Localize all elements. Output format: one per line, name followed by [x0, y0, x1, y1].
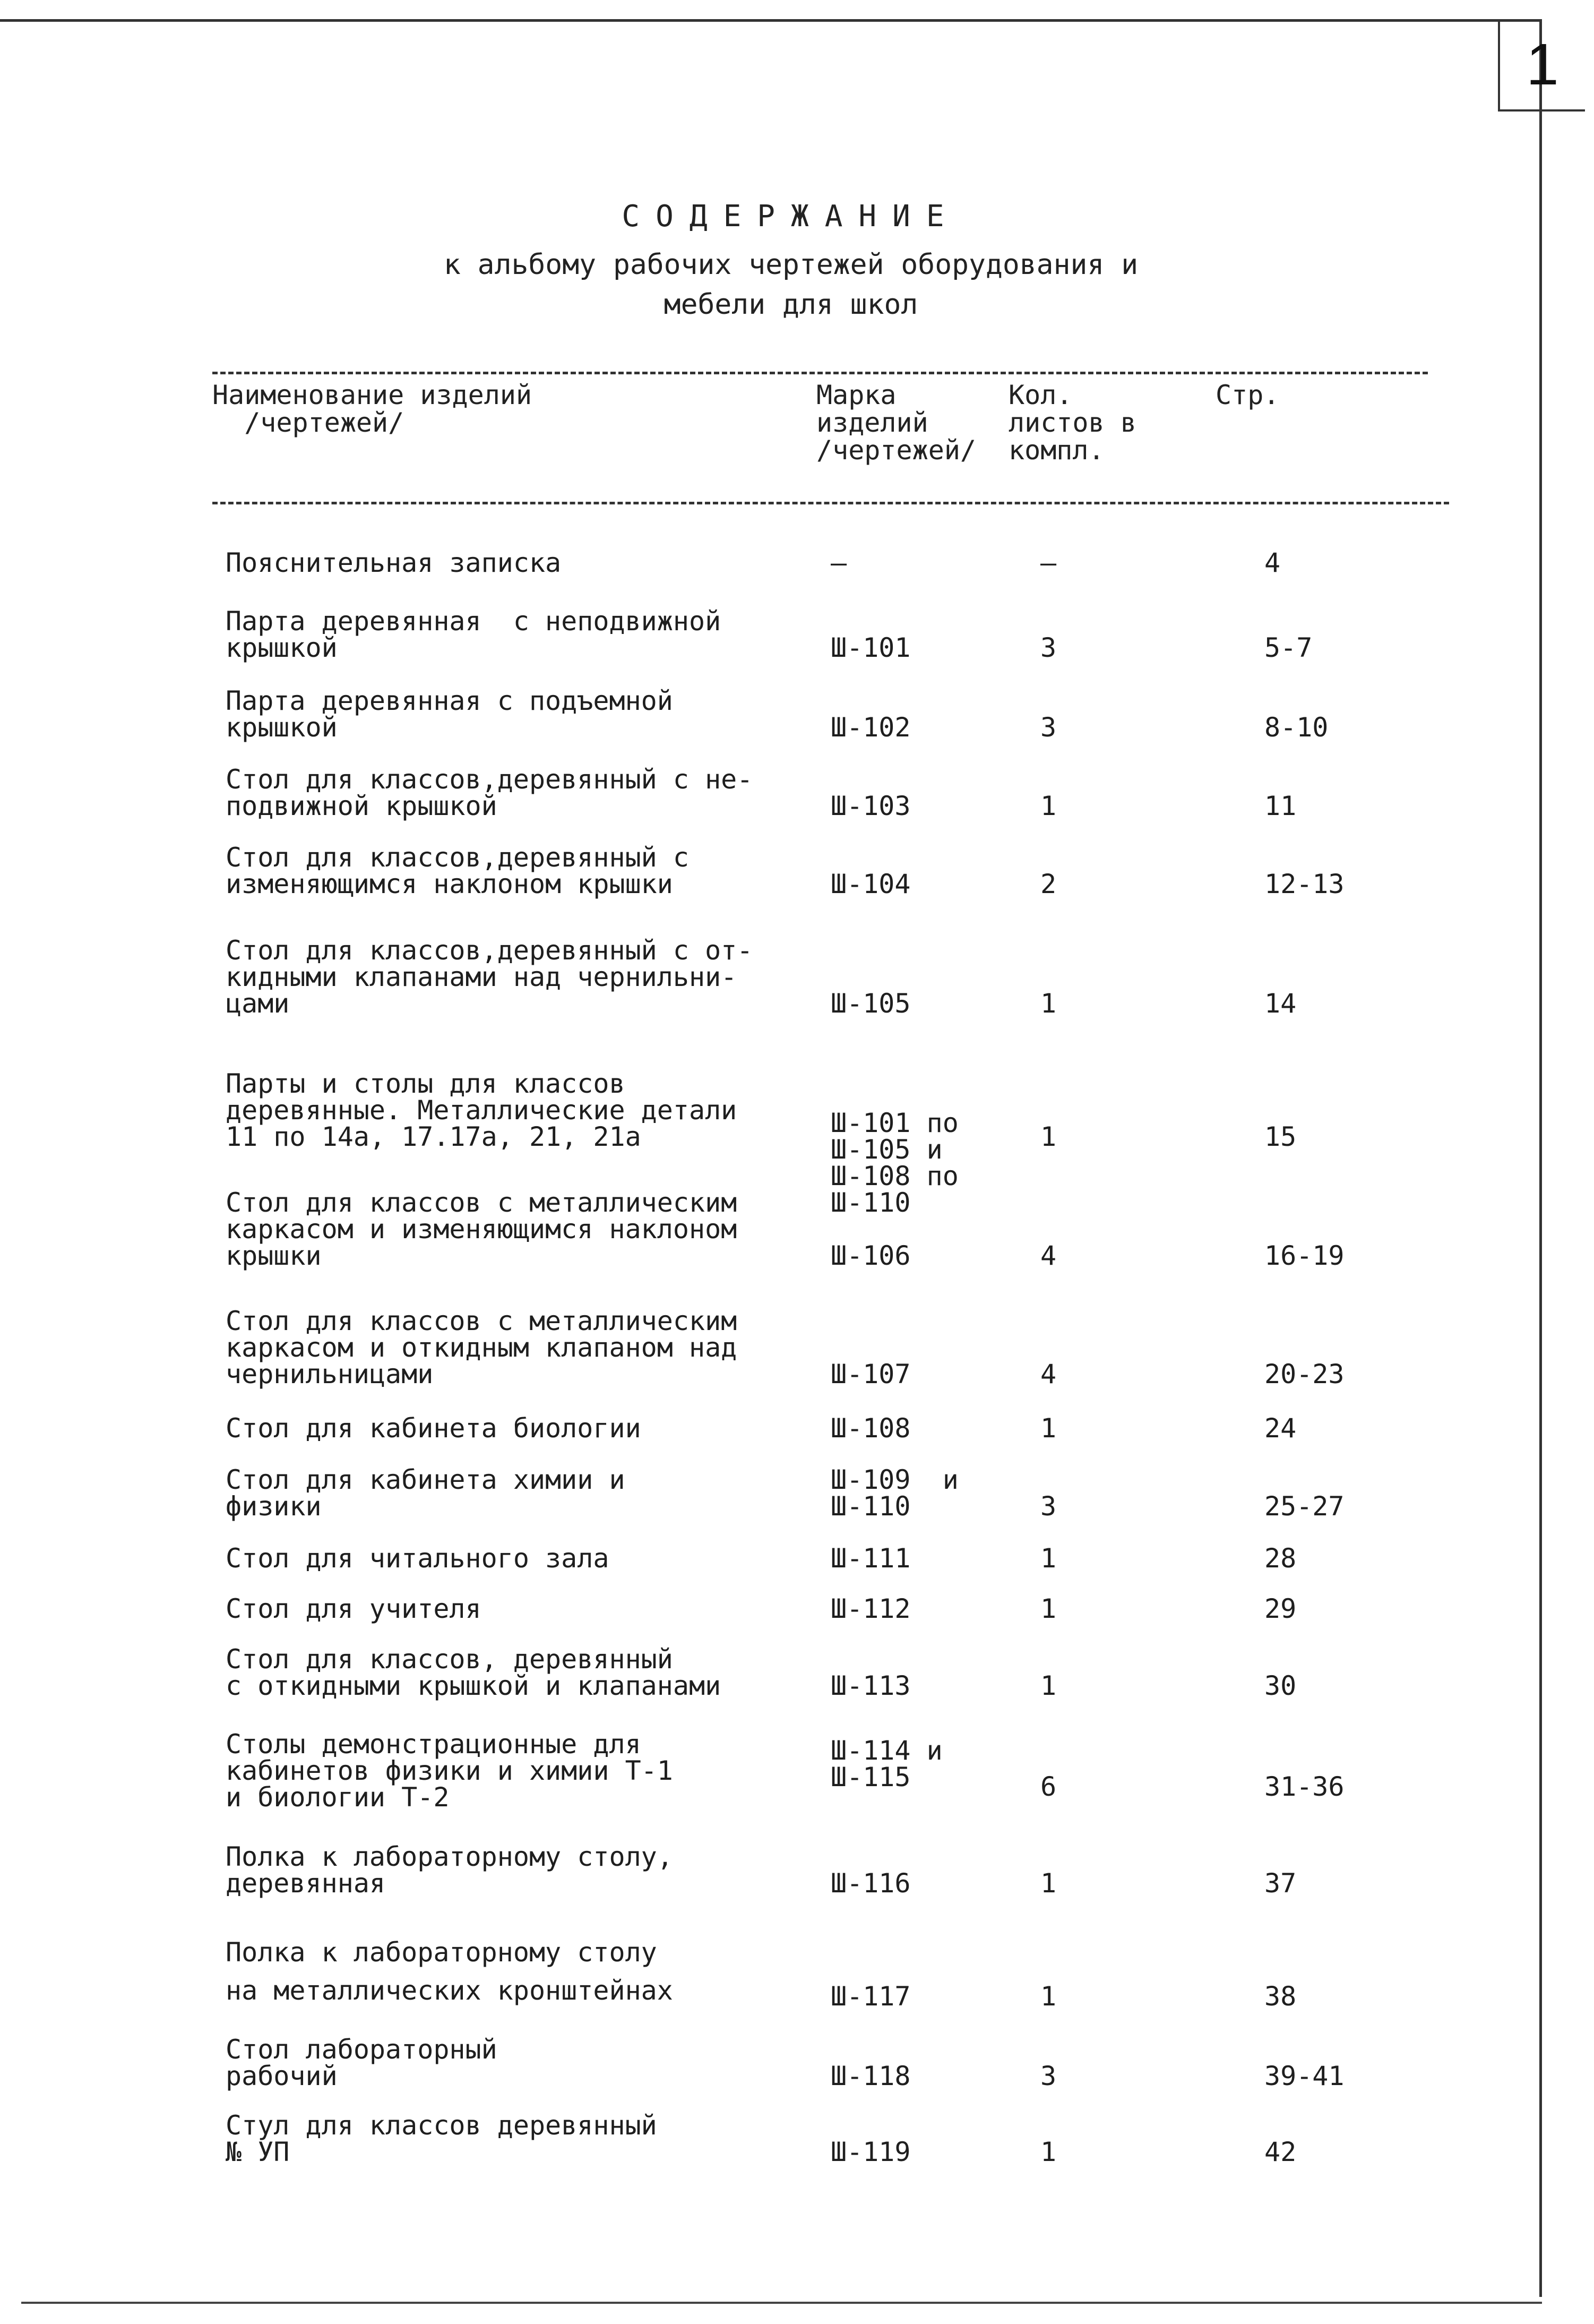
row-mark: Ш-114 и Ш-115 — [831, 1735, 943, 1793]
row-sheet-count: 2 — [1040, 869, 1057, 899]
row-page: 16-19 — [1264, 1240, 1345, 1271]
table-row — [0, 1593, 1582, 1624]
row-page: 25-27 — [1264, 1491, 1345, 1522]
row-sheet-count: 1 — [1040, 1868, 1057, 1899]
row-mark: Ш-104 — [831, 869, 911, 899]
row-mark: Ш-119 — [831, 2137, 911, 2167]
row-sheet-count: 1 — [1040, 791, 1057, 821]
row-page: 15 — [1264, 1121, 1297, 1152]
row-mark: Ш-111 — [831, 1543, 911, 1574]
row-name: Стол для классов с металлическим каркасом и откидным клапаном над чернильницами — [226, 1306, 737, 1390]
row-mark: Ш-106 — [831, 1240, 911, 1271]
row-name: Парты и столы для классов деревянные. Металлические детали 11 по 14а, 17.17а, 21, 21а — [226, 1068, 737, 1152]
row-name: Стол для классов с металлическим каркасом и изменяющимся наклоном крышки — [226, 1187, 737, 1271]
row-name: Парта деревянная с подъемной крышкой — [226, 685, 673, 743]
row-name: Столы демонстрационные для кабинетов физики и химии Т-1 и биологии Т-2 — [226, 1729, 673, 1813]
row-mark: Ш-118 — [831, 2061, 911, 2091]
row-page: 28 — [1264, 1543, 1297, 1574]
row-mark: Ш-105 — [831, 988, 911, 1019]
row-mark: Ш-107 — [831, 1359, 911, 1390]
row-mark: Ш-103 — [831, 791, 911, 821]
row-name: Пояснительная записка — [226, 547, 562, 578]
row-name: Стул для классов деревянный № УП — [226, 2110, 657, 2167]
row-name: Стол лабораторный рабочий — [226, 2034, 497, 2091]
table-row — [0, 1841, 1582, 1899]
row-name: Полка к лабораторному столу на металлических кронштейнах — [226, 1937, 673, 2006]
table-row — [0, 2110, 1582, 2167]
page-border-top — [0, 19, 1541, 22]
row-page: 30 — [1264, 1670, 1297, 1701]
row-name: Стол для кабинета биологии — [226, 1413, 641, 1444]
row-sheet-count: 3 — [1040, 632, 1057, 663]
row-sheet-count: 1 — [1040, 1670, 1057, 1701]
row-page: 14 — [1264, 988, 1297, 1019]
row-page: 11 — [1264, 791, 1297, 821]
row-sheet-count: 4 — [1040, 1359, 1057, 1390]
row-sheet-count: 4 — [1040, 1240, 1057, 1271]
table-row — [0, 1729, 1582, 1813]
row-name: Полка к лабораторному столу, деревянная — [226, 1841, 673, 1899]
row-mark: Ш-112 — [831, 1593, 911, 1624]
row-page: 38 — [1264, 1981, 1297, 2012]
row-sheet-count: 1 — [1040, 2137, 1057, 2167]
row-name: Стол для классов,деревянный с изменяющимся наклоном крышки — [226, 842, 689, 899]
table-row — [0, 1187, 1582, 1271]
row-page: 4 — [1264, 547, 1281, 578]
row-name: Парта деревянная с неподвижной крышкой — [226, 606, 721, 663]
row-sheet-count: 3 — [1040, 2061, 1057, 2091]
header-divider-bottom — [212, 502, 1449, 504]
row-page: 5-7 — [1264, 632, 1313, 663]
table-row — [0, 685, 1582, 743]
row-name: Стол для учителя — [226, 1593, 481, 1624]
subtitle-line-2: мебели для школ — [664, 288, 918, 321]
row-page: 24 — [1264, 1413, 1297, 1444]
row-page: 37 — [1264, 1868, 1297, 1899]
row-page: 39-41 — [1264, 2061, 1345, 2091]
row-sheet-count: 1 — [1040, 988, 1057, 1019]
row-name: Стол для классов, деревянный с откидными крышкой и клапанами — [226, 1644, 721, 1701]
table-row — [0, 935, 1582, 1019]
row-mark: Ш-102 — [831, 712, 911, 743]
row-name: Стол для классов,деревянный с не- подвижной крышкой — [226, 764, 753, 821]
row-page: 8-10 — [1264, 712, 1329, 743]
row-mark: – — [831, 547, 847, 578]
table-row — [0, 1937, 1582, 2012]
header-mark: Марка изделий /чертежей/ — [816, 380, 977, 466]
row-page: 29 — [1264, 1593, 1297, 1624]
table-row — [0, 842, 1582, 899]
row-page: 12-13 — [1264, 869, 1345, 899]
row-name: Стол для кабинета химии и физики — [226, 1464, 625, 1522]
header-name: Наименование изделий /чертежей/ — [212, 380, 532, 438]
row-mark: Ш-109 и Ш-110 — [831, 1464, 959, 1522]
page-border-bottom — [21, 2302, 1542, 2304]
header-page: Стр. — [1216, 380, 1280, 410]
row-sheet-count: – — [1040, 547, 1057, 578]
table-row — [0, 547, 1582, 578]
row-mark: Ш-101 по Ш-105 и Ш-108 по Ш-110 — [831, 1108, 959, 1218]
row-mark: Ш-113 — [831, 1670, 911, 1701]
row-sheet-count: 3 — [1040, 1491, 1057, 1522]
row-sheet-count: 1 — [1040, 1413, 1057, 1444]
table-row — [0, 606, 1582, 663]
row-mark: Ш-101 — [831, 632, 911, 663]
row-page: 42 — [1264, 2137, 1297, 2167]
document-title: СОДЕРЖАНИЕ — [622, 199, 960, 234]
row-mark: Ш-108 — [831, 1413, 911, 1444]
table-row — [0, 764, 1582, 821]
header-divider-top — [212, 372, 1428, 374]
row-sheet-count: 1 — [1040, 1543, 1057, 1574]
row-sheet-count: 1 — [1040, 1593, 1057, 1624]
row-sheet-count: 3 — [1040, 712, 1057, 743]
table-row — [0, 2034, 1582, 2091]
table-row — [0, 1644, 1582, 1701]
row-sheet-count: 6 — [1040, 1771, 1057, 1802]
row-page: 31-36 — [1264, 1771, 1345, 1802]
table-row — [0, 1413, 1582, 1444]
row-page: 20-23 — [1264, 1359, 1345, 1390]
row-mark: Ш-117 — [831, 1981, 911, 2012]
header-sheet-count: Кол. листов в компл. — [1009, 380, 1136, 466]
page-number: 1 — [1526, 31, 1559, 97]
table-row — [0, 1543, 1582, 1574]
row-sheet-count: 1 — [1040, 1981, 1057, 2012]
row-mark: Ш-116 — [831, 1868, 911, 1899]
subtitle-line-1: к альбому рабочих чертежей оборудования и — [443, 248, 1139, 281]
row-sheet-count: 1 — [1040, 1121, 1057, 1152]
row-name: Стол для читального зала — [226, 1543, 609, 1574]
page-number-box — [1498, 19, 1585, 112]
page-border-right — [1539, 19, 1542, 2297]
table-row — [0, 1464, 1582, 1522]
table-row — [0, 1306, 1582, 1390]
row-name: Стол для классов,деревянный с от- кидными клапанами над чернильни- цами — [226, 935, 753, 1019]
